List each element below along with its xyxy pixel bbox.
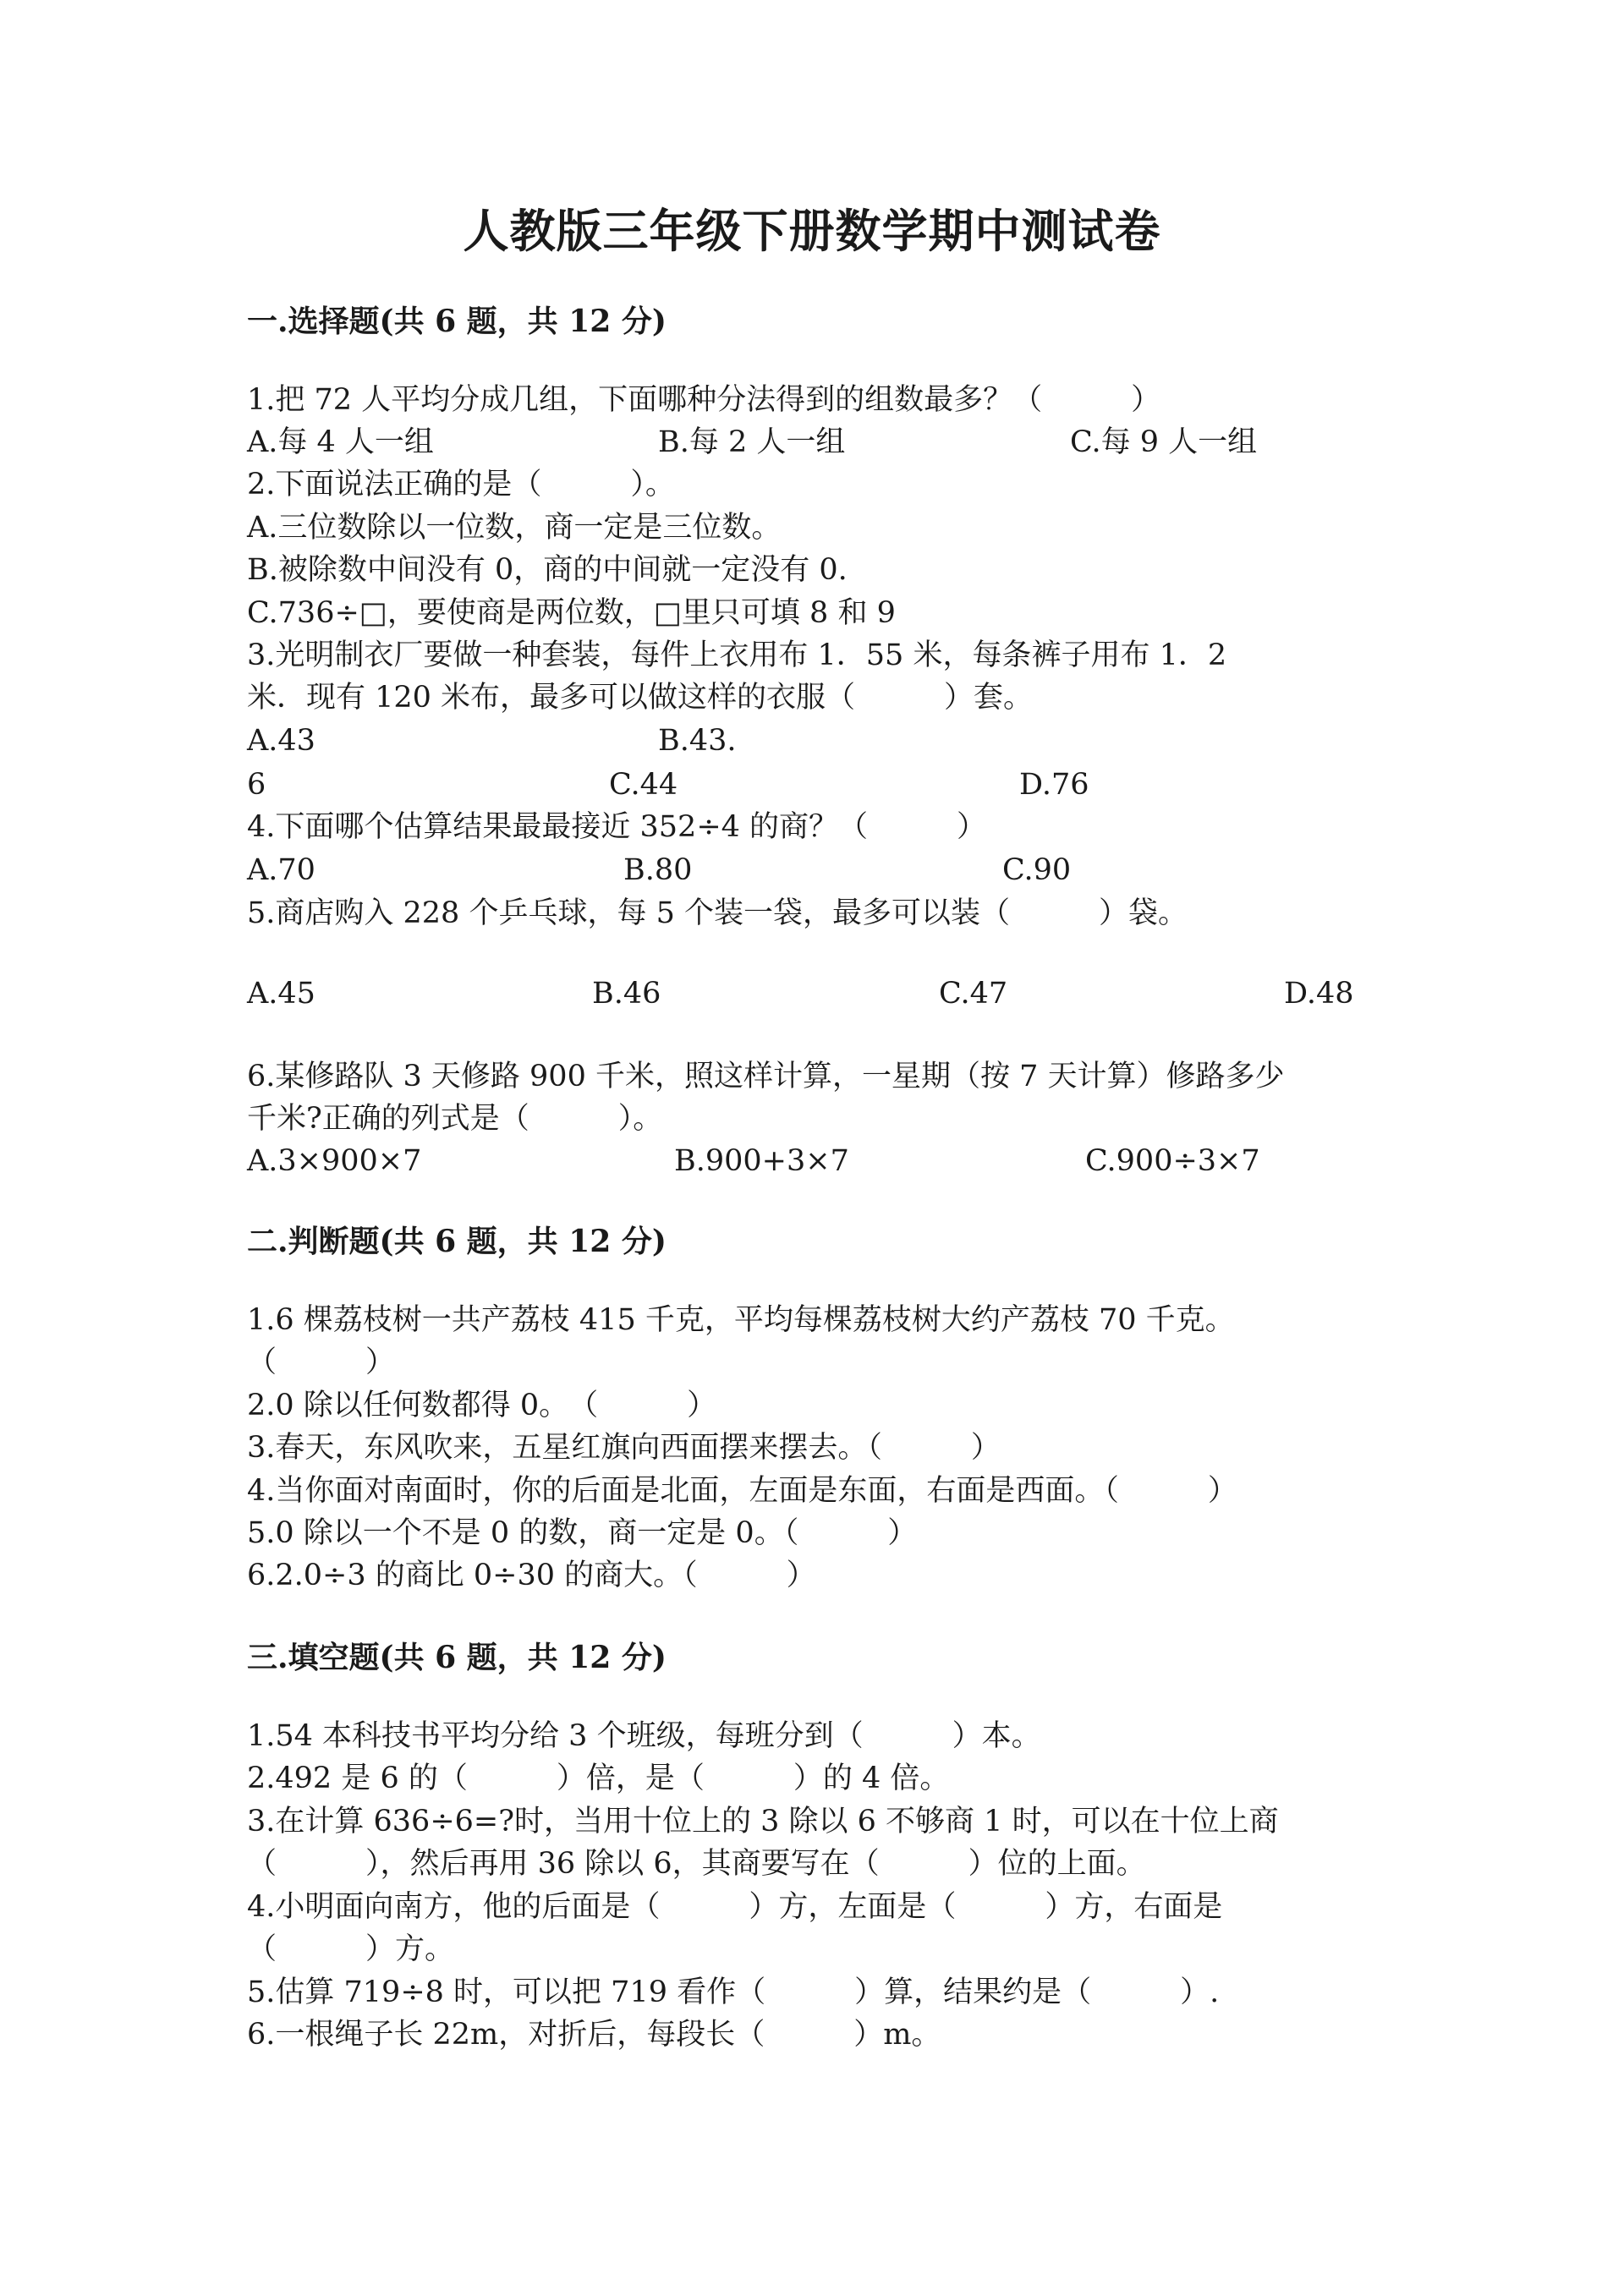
question-4-option-b: B.80 xyxy=(623,853,693,887)
question-2-option-a: A.三位数除以一位数，商一定是三位数。 xyxy=(247,511,782,545)
fill-blank-line-7: 5.估算 719÷8 时，可以把 719 看作（ ）算，结果约是（ ）. xyxy=(247,1975,1220,2009)
question-1-option-b: B.每 2 人一组 xyxy=(658,425,846,459)
fill-blank-line-4: （ ），然后再用 36 除以 6，其商要写在（ ）位的上面。 xyxy=(247,1847,1146,1881)
question-3-option-b: B.43. xyxy=(658,724,737,758)
fill-blank-line-2: 2.492 是 6 的（ ）倍，是（ ）的 4 倍。 xyxy=(247,1762,950,1795)
question-5-option-b: B.46 xyxy=(592,977,661,1011)
section-heading-judgement: 二.判断题(共 6 题，共 12 分) xyxy=(247,1224,667,1259)
page-title: 人教版三年级下册数学期中测试卷 xyxy=(463,204,1161,258)
question-2-option-b: B.被除数中间没有 0，商的中间就一定没有 0. xyxy=(247,553,848,587)
question-1-option-c: C.每 9 人一组 xyxy=(1070,425,1258,459)
section-heading-choice: 一.选择题(共 6 题，共 12 分) xyxy=(247,304,667,339)
fill-blank-line-5: 4.小明面向南方，他的后面是（ ）方，左面是（ ）方，右面是 xyxy=(247,1890,1223,1924)
question-1-option-a: A.每 4 人一组 xyxy=(247,425,434,459)
fill-blank-line-6: （ ）方。 xyxy=(247,1932,455,1966)
question-2-stem: 2.下面说法正确的是（ ）。 xyxy=(247,468,675,501)
question-6-option-c: C.900÷3×7 xyxy=(1085,1144,1260,1178)
question-5-option-a: A.45 xyxy=(247,977,315,1011)
fill-blank-line-1: 1.54 本科技书平均分给 3 个班级，每班分到（ ）本。 xyxy=(247,1719,1041,1753)
judgement-line-3: 2.0 除以任何数都得 0。 （ ） xyxy=(247,1389,717,1422)
question-3-stem-line-1: 3.光明制衣厂要做一种套装，每件上衣用布 1．55 米，每条裤子用布 1．2 xyxy=(247,638,1227,672)
question-6-stem-line-1: 6.某修路队 3 天修路 900 千米，照这样计算，一星期（按 7 天计算）修路多少 xyxy=(247,1060,1285,1093)
question-5-stem: 5.商店购入 228 个乒乓球，每 5 个装一袋，最多可以装（ ）袋。 xyxy=(247,896,1188,930)
question-6-option-a: A.3×900×7 xyxy=(247,1144,422,1178)
judgement-line-7: 6.2.0÷3 的商比 0÷30 的商大。（ ） xyxy=(247,1559,816,1592)
question-3-option-b-continued: 6 xyxy=(247,768,266,802)
question-4-option-c: C.90 xyxy=(1002,853,1072,887)
fill-blank-line-3: 3.在计算 636÷6=?时，当用十位上的 3 除以 6 不够商 1 时，可以在十位上商 xyxy=(247,1805,1279,1838)
question-3-option-a: A.43 xyxy=(247,724,315,758)
section-heading-fill-blank: 三.填空题(共 6 题，共 12 分) xyxy=(247,1640,667,1675)
question-4-option-a: A.70 xyxy=(247,853,315,887)
judgement-line-2: （ ） xyxy=(247,1345,396,1379)
question-5-option-c: C.47 xyxy=(939,977,1008,1011)
judgement-line-5: 4.当你面对南面时，你的后面是北面，左面是东面，右面是西面。（ ） xyxy=(247,1474,1237,1508)
question-5-option-d: D.48 xyxy=(1284,977,1354,1011)
question-4-stem: 4.下面哪个估算结果最最接近 352÷4 的商？（ ） xyxy=(247,810,987,844)
judgement-line-1: 1.6 棵荔枝树一共产荔枝 415 千克，平均每棵荔枝树大约产荔枝 70 千克。 xyxy=(247,1303,1235,1337)
question-3-option-d: D.76 xyxy=(1019,768,1089,802)
question-3-stem-line-2: 米．现有 120 米布，最多可以做这样的衣服（ ）套。 xyxy=(247,681,1034,715)
question-1-stem: 1.把 72 人平均分成几组，下面哪种分法得到的组数最多？（ ） xyxy=(247,383,1161,417)
question-3-option-c: C.44 xyxy=(609,768,678,802)
question-2-option-c: C.736÷□，要使商是两位数，□里只可填 8 和 9 xyxy=(247,596,896,630)
fill-blank-line-8: 6.一根绳子长 22m，对折后，每段长（ ）m。 xyxy=(247,2018,941,2052)
question-6-option-b: B.900+3×7 xyxy=(674,1144,849,1178)
judgement-line-6: 5.0 除以一个不是 0 的数，商一定是 0。（ ） xyxy=(247,1516,918,1550)
question-6-stem-line-2: 千米?正确的列式是（ ）。 xyxy=(247,1102,663,1136)
judgement-line-4: 3.春天，东风吹来，五星红旗向西面摆来摆去。（ ） xyxy=(247,1431,1001,1465)
